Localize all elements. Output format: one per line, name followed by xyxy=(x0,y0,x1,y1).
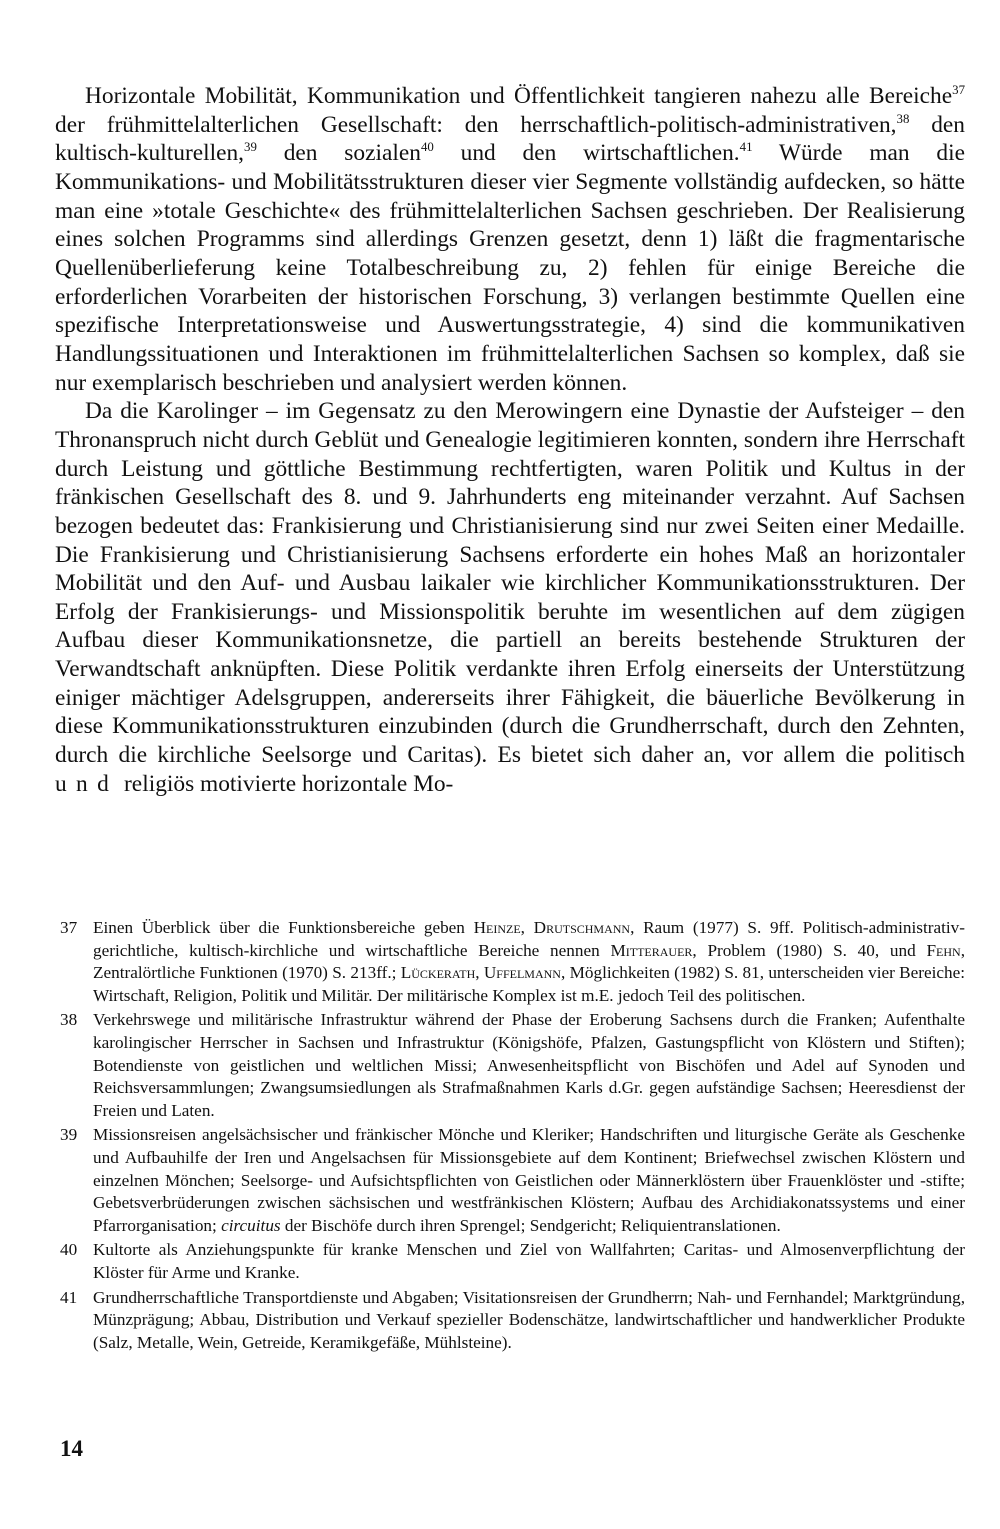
footnote-text xyxy=(93,1288,965,1352)
text-run: Problem (1980) S. 40, und xyxy=(696,940,927,960)
footnote-number: 38 xyxy=(60,1010,78,1030)
text-run: den kultisch-kulturellen, xyxy=(55,111,966,167)
emphasized-word: und xyxy=(55,770,119,797)
footnote-ref: 39 xyxy=(244,140,257,155)
text-run: der Bischöfe durch ihren Sprengel; Sendgericht; Reliquientranslationen. xyxy=(280,1215,781,1235)
text-run: Grundherrschaftliche Transportdienste und Abgaben; Visitationsreisen der Grundherrn; Nah- und Fernhandel; Marktgründung, Münzprägung; Abbau, Distribution und Verkauf spezieller Bodenschätze, landwirtschaftlicher und handwerklicher Produkte (Salz, Metalle, Wein, Getreide, Keramikgefäße, Mühlsteine). xyxy=(93,1287,965,1352)
text-run: Verkehrswege und militärische Infrastruktur während der Phase der Eroberung Sachsens durch die Franken; Aufenthalte karolingischer Herrscher in Sachsen und Infrastruktur (Königshöfe, Pfalzen, Gastungspflicht von Klöstern und Stiften); Botendienste von geistlichen und weltlichen Missi; Anwesenheitspflicht von Bischöfen und Adel auf Synoden und Reichsversammlungen; Zwangsumsiedlungen als Strafmaßnahmen Karls d.Gr. gegen aufständige Sachsen; Heeresdienst der Freien und Laten. xyxy=(93,1010,965,1120)
footnote-41 xyxy=(60,1287,965,1355)
footnote-39 xyxy=(60,1124,965,1237)
text-run: Zentralörtliche Funktionen (1970) S. 213ff.; xyxy=(93,963,401,983)
text-run: Würde man die Kommunikations- und Mobilitätsstrukturen dieser vier Segmente vollständig aufdecken, so hätte man eine »totale Geschichte« des frühmittelalterlichen Sachsen geschrieben. Der Realisierung eines solchen Programms sind allerdings Grenzen gesetzt, denn 1) läßt die fragmentarische Quellenüberlieferung keine Totalbeschreibung zu, 2) fehlen für einige Bereiche die erforderlichen Vorarbeiten der historischen Forschung, 3) verlangen bestimmte Quellen eine spezifische Interpretationsweise und Auswertungsstrategie, 4) sind die kommunikativen Handlungssituationen und Interaktionen im frühmittelalterlichen Sachsen so komplex, daß sie nur exemplarisch beschrieben und analysiert werden können. xyxy=(55,140,966,396)
footnote-number: 41 xyxy=(60,1287,78,1307)
text-run: Möglichkeiten (1982) S. 81, unterscheiden vier Bereiche: Wirtschaft, Religion, Politik und Militär. Der militärische Komplex ist m.E. jedoch Teil des politischen. xyxy=(93,963,965,1005)
author-name: Fehn, xyxy=(926,940,965,960)
footnote-number: 40 xyxy=(60,1240,78,1260)
footnotes xyxy=(60,917,965,1356)
footnote-40 xyxy=(60,1239,965,1284)
footnote-ref: 40 xyxy=(420,140,434,155)
text-run: Einen Überblick über die Funktionsbereiche geben xyxy=(93,918,474,937)
page-number: 14 xyxy=(60,1436,83,1461)
author-name: Lückerath, Uffelmann, xyxy=(400,963,566,983)
text-run: und den wirtschaftlichen. xyxy=(433,140,740,167)
text-run: Raum (1977) S. 9ff. Politisch-administrativ-gerichtliche, kultisch-kirchliche und wirtschaftliche Bereiche nennen xyxy=(93,918,965,960)
footnote-ref: 41 xyxy=(739,140,753,155)
footnote-number: 37 xyxy=(60,918,78,937)
footnote-number: 39 xyxy=(60,1125,78,1145)
footnote-text xyxy=(93,1125,965,1234)
text-run: Horizontale Mobilität, Kommunikation und Öffentlichkeit tangieren nahezu alle Bereiche xyxy=(85,83,953,109)
text-run: der frühmittelalterlichen Gesellschaft: den herrschaftlich-politisch-administrativen, xyxy=(55,111,897,138)
footnote-ref: 37 xyxy=(952,83,965,98)
text-run: den sozialen xyxy=(256,140,421,167)
footnote-text xyxy=(93,1010,965,1119)
text-run: Kultorte als Anziehungspunkte für kranke Menschen und Ziel von Wallfahrten; Caritas- und Almosenverpflichtung der Klöster für Arme und Kranke. xyxy=(93,1240,965,1282)
paragraph-1 xyxy=(55,82,965,397)
main-text xyxy=(55,82,965,798)
paragraph-2 xyxy=(55,397,965,798)
footnote-ref: 38 xyxy=(896,111,910,126)
footnote-38 xyxy=(60,1009,965,1122)
text-run: Da die Karolinger – im Gegensatz zu den Merowingern eine Dynastie der Aufsteiger – den Thronanspruch nicht durch Geblüt und Genealogie legitimieren konnten, sondern ihre Herrschaft durch Leistung und göttliche Bestimmung rechtfertigten, waren Politik und Kultus in der fränkischen Gesellschaft des 8. und 9. Jahrhunderts eng miteinander verzahnt. Auf Sachsen bezogen bedeutet das: Frankisierung und Christianisierung sind nur zwei Seiten einer Medaille. Die Frankisierung und Christianisierung Sachsens erforderte ein hohes Maß an horizontaler Mobilität und den Auf- und Ausbau laikaler wie kirchlicher Kommunikationsstrukturen. Der Erfolg der Frankisierungs- und Missionspolitik beruhte im wesentlichen auf dem zügigen Aufbau dieser Kommunikationsnetze, die partiell an bereits bestehende Strukturen der Verwandtschaft anknüpften. Diese Politik verdankte ihren Erfolg einerseits der Unterstützung einiger mächtiger Adelsgruppen, andererseits ihrer Fähigkeit, die bäuerliche Bevölkerung in diese Kommunikationsstrukturen einzubinden (durch die Grundherrschaft, durch den Zehnten, durch die kirchliche Seelsorge und Caritas). Es bietet sich daher an, vor allem die politisch xyxy=(55,398,965,769)
italic-term: circuitus xyxy=(221,1215,281,1235)
author-name: Heinze, Drutschmann, xyxy=(473,918,635,937)
footnote-37 xyxy=(60,917,965,1007)
text-run: Missionsreisen angelsächsischer und fränkischer Mönche und Kleriker; Handschriften und liturgische Geräte als Geschenke und Aufbauhilfe der Iren und Angelsachsen für Missionsgebiete auf dem Kontinent; Briefwechsel zwischen Klöstern und einzelnen Mönchen; Seelsorge- und Aufsichtspflichten von Geistlichen oder Männerklöstern über Frauenklöster und -stifte; Gebetsverbrüderungen zwischen sächsischen und westfränkischen Klöstern; Aufbau des Archidiakonatssystems und einer Pfarrorganisation; xyxy=(93,1125,965,1235)
footnote-text xyxy=(93,1240,965,1282)
author-name: Mitterauer, xyxy=(610,940,697,960)
footnote-text xyxy=(93,918,965,1005)
text-run: religiös motivierte horizontale Mo- xyxy=(118,770,454,797)
